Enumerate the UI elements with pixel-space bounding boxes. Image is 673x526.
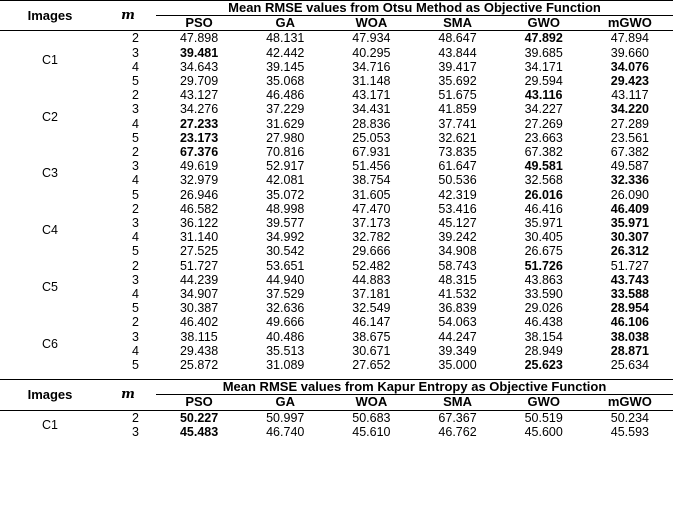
table-row — [0, 287, 673, 301]
rmse-cell-gwo: 51.726 — [524, 258, 563, 273]
rmse-cell-gwo: 38.154 — [524, 329, 563, 344]
rmse-cell-mgwo: 46.106 — [610, 315, 650, 330]
rmse-cell-sma: 50.536 — [438, 173, 477, 188]
rmse-cell-gwo: 47.892 — [524, 31, 563, 46]
rmse-cell-mgwo: 46.409 — [610, 201, 650, 216]
rmse-cell-woa: 47.470 — [352, 201, 391, 216]
rmse-cell-gwo: 29.026 — [524, 301, 563, 316]
rmse-cell-woa: 28.836 — [352, 116, 391, 131]
rmse-cell-sma: 45.127 — [438, 216, 477, 231]
rmse-cell-mgwo: 39.660 — [610, 45, 650, 60]
m-value: 4 — [132, 343, 139, 358]
m-value: 2 — [132, 410, 139, 425]
rmse-cell-mgwo: 43.117 — [611, 88, 649, 103]
rmse-cell-pso: 25.872 — [179, 358, 219, 373]
rmse-cell-pso: 38.115 — [180, 329, 218, 344]
rmse-cell-ga: 42.442 — [266, 45, 305, 60]
rmse-cell-woa: 67.931 — [352, 145, 391, 160]
rmse-cell-woa: 37.173 — [352, 216, 391, 231]
rmse-cell-gwo: 49.581 — [524, 159, 563, 174]
rmse-cell-woa: 25.053 — [352, 130, 391, 145]
rmse-cell-sma: 44.247 — [438, 329, 477, 344]
rmse-table-body — [0, 1, 673, 440]
table-row — [0, 60, 673, 74]
column-header-woa: WOA — [328, 395, 414, 410]
rmse-cell-gwo: 45.600 — [524, 424, 563, 439]
rmse-cell-woa: 47.934 — [352, 31, 391, 46]
m-value: 3 — [132, 216, 139, 231]
rmse-cell-gwo: 43.863 — [524, 272, 563, 287]
m-value: 5 — [132, 74, 139, 89]
rmse-cell-mgwo: 43.743 — [610, 272, 650, 287]
rmse-cell-woa: 40.295 — [352, 45, 391, 60]
rmse-cell-woa: 52.482 — [352, 258, 391, 273]
rmse-cell-pso: 29.709 — [179, 74, 219, 89]
rmse-cell-woa: 38.675 — [352, 329, 391, 344]
table-row — [0, 330, 673, 344]
rmse-cell-mgwo: 50.234 — [610, 410, 650, 425]
rmse-cell-gwo: 25.623 — [524, 358, 563, 373]
rmse-cell-pso: 46.402 — [179, 315, 219, 330]
column-header-gwo: GWO — [501, 16, 587, 31]
rmse-cell-woa: 38.754 — [352, 173, 391, 188]
rmse-cell-ga: 48.998 — [266, 201, 305, 216]
rmse-cell-mgwo: 28.871 — [610, 343, 650, 358]
rmse-cell-gwo: 43.116 — [524, 88, 563, 103]
rmse-cell-gwo: 28.949 — [524, 343, 563, 358]
rmse-cell-ga: 27.980 — [266, 130, 305, 145]
table-row — [0, 173, 673, 187]
m-value: 2 — [132, 88, 139, 103]
rmse-cell-pso: 49.619 — [179, 159, 219, 174]
m-value: 5 — [132, 244, 139, 259]
table-row — [0, 216, 673, 230]
rmse-cell-woa: 51.456 — [352, 159, 391, 174]
table-row — [0, 102, 673, 116]
rmse-cell-gwo: 30.405 — [524, 230, 563, 245]
rmse-cell-gwo: 26.016 — [524, 187, 563, 202]
rmse-cell-sma: 53.416 — [438, 201, 477, 216]
rmse-cell-ga: 53.651 — [266, 258, 305, 273]
rmse-cell-ga: 42.081 — [266, 173, 305, 188]
rmse-cell-gwo: 39.685 — [524, 45, 563, 60]
rmse-cell-sma: 39.349 — [438, 343, 477, 358]
rmse-cell-gwo: 35.971 — [524, 216, 563, 231]
rmse-cell-mgwo: 25.634 — [610, 358, 650, 373]
rmse-cell-ga: 31.089 — [266, 358, 305, 373]
table-row — [0, 131, 673, 145]
rmse-cell-ga: 48.131 — [266, 31, 305, 46]
rmse-cell-woa: 44.883 — [352, 272, 391, 287]
rmse-cell-pso: 27.233 — [179, 116, 219, 131]
rmse-cell-woa: 46.147 — [352, 315, 391, 330]
rmse-cell-gwo: 27.269 — [524, 116, 563, 131]
rmse-cell-ga: 44.940 — [266, 272, 305, 287]
column-header-ga: GA — [242, 395, 328, 410]
table-row — [0, 202, 673, 216]
rmse-cell-gwo: 29.594 — [524, 74, 563, 89]
rmse-cell-mgwo: 23.561 — [610, 130, 650, 145]
m-value: 3 — [132, 159, 139, 174]
rmse-cell-pso: 34.276 — [179, 102, 219, 117]
column-header-sma: SMA — [414, 395, 500, 410]
rmse-cell-gwo: 46.416 — [524, 201, 563, 216]
m-value: 5 — [132, 358, 139, 373]
rmse-cell-sma: 58.743 — [438, 258, 477, 273]
rmse-cell-ga: 40.486 — [266, 329, 305, 344]
rmse-cell-mgwo: 26.312 — [610, 244, 650, 259]
rmse-cell-ga: 30.542 — [266, 244, 305, 259]
m-header: m — [100, 1, 156, 31]
rmse-cell-pso: 29.438 — [179, 343, 219, 358]
rmse-cell-woa: 32.549 — [352, 301, 391, 316]
rmse-cell-gwo: 34.171 — [524, 59, 563, 74]
section-title: Mean RMSE values from Otsu Method as Objective Function — [156, 1, 673, 16]
table-row — [0, 188, 673, 202]
rmse-cell-woa: 45.610 — [352, 424, 391, 439]
rmse-cell-pso: 32.979 — [179, 173, 219, 188]
table-row — [0, 88, 673, 102]
column-header-sma: SMA — [414, 16, 500, 31]
image-label: C4 — [42, 223, 58, 238]
rmse-cell-sma: 48.315 — [438, 272, 477, 287]
rmse-cell-gwo: 46.438 — [524, 315, 563, 330]
rmse-cell-mgwo: 27.289 — [610, 116, 650, 131]
rmse-cell-mgwo: 67.382 — [610, 145, 650, 160]
rmse-cell-pso: 23.173 — [179, 130, 219, 145]
m-value: 2 — [132, 201, 139, 216]
column-header-pso: PSO — [156, 395, 242, 410]
rmse-cell-sma: 41.859 — [438, 102, 477, 117]
m-value: 2 — [132, 31, 139, 46]
table-row — [0, 46, 673, 60]
rmse-cell-sma: 36.839 — [438, 301, 477, 316]
rmse-cell-ga: 49.666 — [266, 315, 305, 330]
rmse-cell-pso: 67.376 — [179, 145, 219, 160]
rmse-cell-mgwo: 34.220 — [610, 102, 650, 117]
m-value: 5 — [132, 187, 139, 202]
table-row — [0, 301, 673, 315]
rmse-cell-ga: 35.068 — [266, 74, 305, 89]
table-row — [0, 117, 673, 131]
m-value: 2 — [132, 258, 139, 273]
rmse-cell-ga: 35.072 — [266, 187, 305, 202]
rmse-cell-pso: 26.946 — [179, 187, 219, 202]
rmse-cell-pso: 44.239 — [179, 272, 219, 287]
column-header-mgwo: mGWO — [587, 395, 673, 410]
m-value: 3 — [132, 102, 139, 117]
rmse-cell-mgwo: 38.038 — [610, 329, 650, 344]
rmse-cell-sma: 73.835 — [438, 145, 477, 160]
table-row — [0, 315, 673, 329]
rmse-cell-mgwo: 29.423 — [610, 74, 650, 89]
rmse-cell-woa: 31.148 — [352, 74, 391, 89]
m-value: 4 — [132, 59, 139, 74]
rmse-cell-mgwo: 47.894 — [610, 31, 650, 46]
m-value: 4 — [132, 230, 139, 245]
rmse-cell-pso: 34.907 — [179, 287, 219, 302]
image-label: C5 — [42, 279, 58, 294]
rmse-cell-gwo: 23.663 — [524, 130, 563, 145]
table-row — [0, 31, 673, 46]
rmse-cell-woa: 27.652 — [352, 358, 391, 373]
rmse-cell-sma: 39.242 — [438, 230, 477, 245]
table-row — [0, 74, 673, 88]
rmse-cell-gwo: 67.382 — [524, 145, 563, 160]
m-value: 2 — [132, 315, 139, 330]
rmse-cell-sma: 39.417 — [438, 59, 477, 74]
rmse-cell-pso: 45.483 — [179, 424, 219, 439]
rmse-cell-woa: 43.171 — [352, 88, 391, 103]
m-value: 5 — [132, 301, 139, 316]
rmse-cell-mgwo: 30.307 — [610, 230, 650, 245]
table-row — [0, 358, 673, 372]
rmse-cell-sma: 67.367 — [438, 410, 477, 425]
rmse-cell-pso: 47.898 — [179, 31, 219, 46]
table-row — [0, 145, 673, 159]
rmse-cell-sma: 35.000 — [438, 358, 477, 373]
m-value: 3 — [132, 272, 139, 287]
rmse-cell-mgwo: 34.076 — [610, 59, 650, 74]
m-value: 5 — [132, 130, 139, 145]
rmse-cell-mgwo: 32.336 — [610, 173, 650, 188]
image-label: C3 — [42, 166, 58, 181]
image-label: C6 — [42, 336, 58, 351]
rmse-cell-mgwo: 51.727 — [610, 258, 650, 273]
m-value: 3 — [132, 424, 139, 439]
table-row — [0, 159, 673, 173]
rmse-cell-ga: 46.486 — [266, 88, 305, 103]
rmse-cell-mgwo: 28.954 — [610, 301, 650, 316]
table-row — [0, 344, 673, 358]
rmse-cell-pso: 31.140 — [179, 230, 219, 245]
rmse-cell-mgwo: 45.593 — [610, 424, 650, 439]
rmse-cell-ga: 39.145 — [266, 59, 305, 74]
rmse-cell-mgwo: 26.090 — [610, 187, 650, 202]
rmse-cell-sma: 37.741 — [438, 116, 477, 131]
rmse-cell-pso: 51.727 — [179, 258, 219, 273]
rmse-cell-gwo: 50.519 — [524, 410, 563, 425]
rmse-cell-pso: 43.127 — [179, 88, 219, 103]
rmse-cell-woa: 34.431 — [352, 102, 391, 117]
rmse-cell-sma: 32.621 — [438, 130, 477, 145]
section-header-row — [0, 380, 673, 395]
section-title: Mean RMSE values from Kapur Entropy as Objective Function — [156, 380, 673, 395]
m-value: 4 — [132, 173, 139, 188]
images-header: Images — [0, 380, 100, 410]
column-header-woa: WOA — [328, 16, 414, 31]
rmse-cell-sma: 42.319 — [438, 187, 477, 202]
column-header-ga: GA — [242, 16, 328, 31]
rmse-cell-woa: 31.605 — [352, 187, 391, 202]
rmse-cell-ga: 52.917 — [266, 159, 305, 174]
rmse-cell-woa: 34.716 — [352, 59, 391, 74]
rmse-cell-gwo: 32.568 — [524, 173, 563, 188]
table-row — [0, 425, 673, 439]
m-value: 4 — [132, 116, 139, 131]
rmse-cell-sma: 41.532 — [438, 287, 477, 302]
m-value: 3 — [132, 45, 139, 60]
table-row — [0, 244, 673, 258]
section-header-row — [0, 1, 673, 16]
rmse-cell-woa: 30.671 — [352, 343, 391, 358]
rmse-cell-ga: 70.816 — [266, 145, 305, 160]
rmse-cell-pso: 30.387 — [179, 301, 219, 316]
rmse-cell-sma: 35.692 — [438, 74, 477, 89]
rmse-cell-sma: 61.647 — [438, 159, 477, 174]
rmse-cell-sma: 54.063 — [438, 315, 477, 330]
rmse-cell-gwo: 33.590 — [524, 287, 563, 302]
rmse-cell-ga: 46.740 — [266, 424, 305, 439]
rmse-cell-ga: 32.636 — [266, 301, 305, 316]
rmse-cell-gwo: 26.675 — [524, 244, 563, 259]
rmse-cell-sma: 46.762 — [438, 424, 477, 439]
table-row — [0, 273, 673, 287]
rmse-cell-sma: 34.908 — [438, 244, 477, 259]
rmse-cell-pso: 36.122 — [179, 216, 219, 231]
m-value: 2 — [132, 145, 139, 160]
rmse-cell-sma: 48.647 — [438, 31, 477, 46]
rmse-cell-ga: 35.513 — [266, 343, 305, 358]
image-label: C1 — [42, 417, 58, 432]
rmse-cell-ga: 37.229 — [266, 102, 305, 117]
rmse-cell-pso: 46.582 — [179, 201, 219, 216]
rmse-cell-mgwo: 49.587 — [610, 159, 650, 174]
rmse-cell-woa: 50.683 — [352, 410, 391, 425]
rmse-cell-pso: 39.481 — [179, 45, 219, 60]
image-label: C2 — [42, 109, 58, 124]
rmse-cell-woa: 32.782 — [352, 230, 391, 245]
rmse-cell-ga: 39.577 — [266, 216, 305, 231]
rmse-cell-ga: 50.997 — [266, 410, 305, 425]
table-row — [0, 230, 673, 244]
rmse-cell-ga: 37.529 — [266, 287, 305, 302]
rmse-cell-pso: 50.227 — [179, 410, 219, 425]
rmse-cell-woa: 37.181 — [352, 287, 391, 302]
rmse-cell-ga: 34.992 — [266, 230, 305, 245]
rmse-cell-pso: 34.643 — [179, 59, 219, 74]
rmse-cell-woa: 29.666 — [352, 244, 391, 259]
column-header-mgwo: mGWO — [587, 16, 673, 31]
rmse-cell-mgwo: 35.971 — [610, 216, 650, 231]
rmse-cell-sma: 51.675 — [438, 88, 477, 103]
m-value: 3 — [132, 329, 139, 344]
table-row — [0, 410, 673, 425]
rmse-cell-gwo: 34.227 — [524, 102, 563, 117]
rmse-cell-pso: 27.525 — [179, 244, 219, 259]
table-row — [0, 259, 673, 273]
rmse-cell-mgwo: 33.588 — [610, 287, 650, 302]
images-header: Images — [0, 1, 100, 31]
m-header: m — [100, 380, 156, 410]
image-label: C1 — [42, 52, 58, 67]
rmse-cell-sma: 43.844 — [438, 45, 477, 60]
rmse-cell-ga: 31.629 — [266, 116, 305, 131]
m-value: 4 — [132, 287, 139, 302]
column-header-gwo: GWO — [501, 395, 587, 410]
column-header-pso: PSO — [156, 16, 242, 31]
